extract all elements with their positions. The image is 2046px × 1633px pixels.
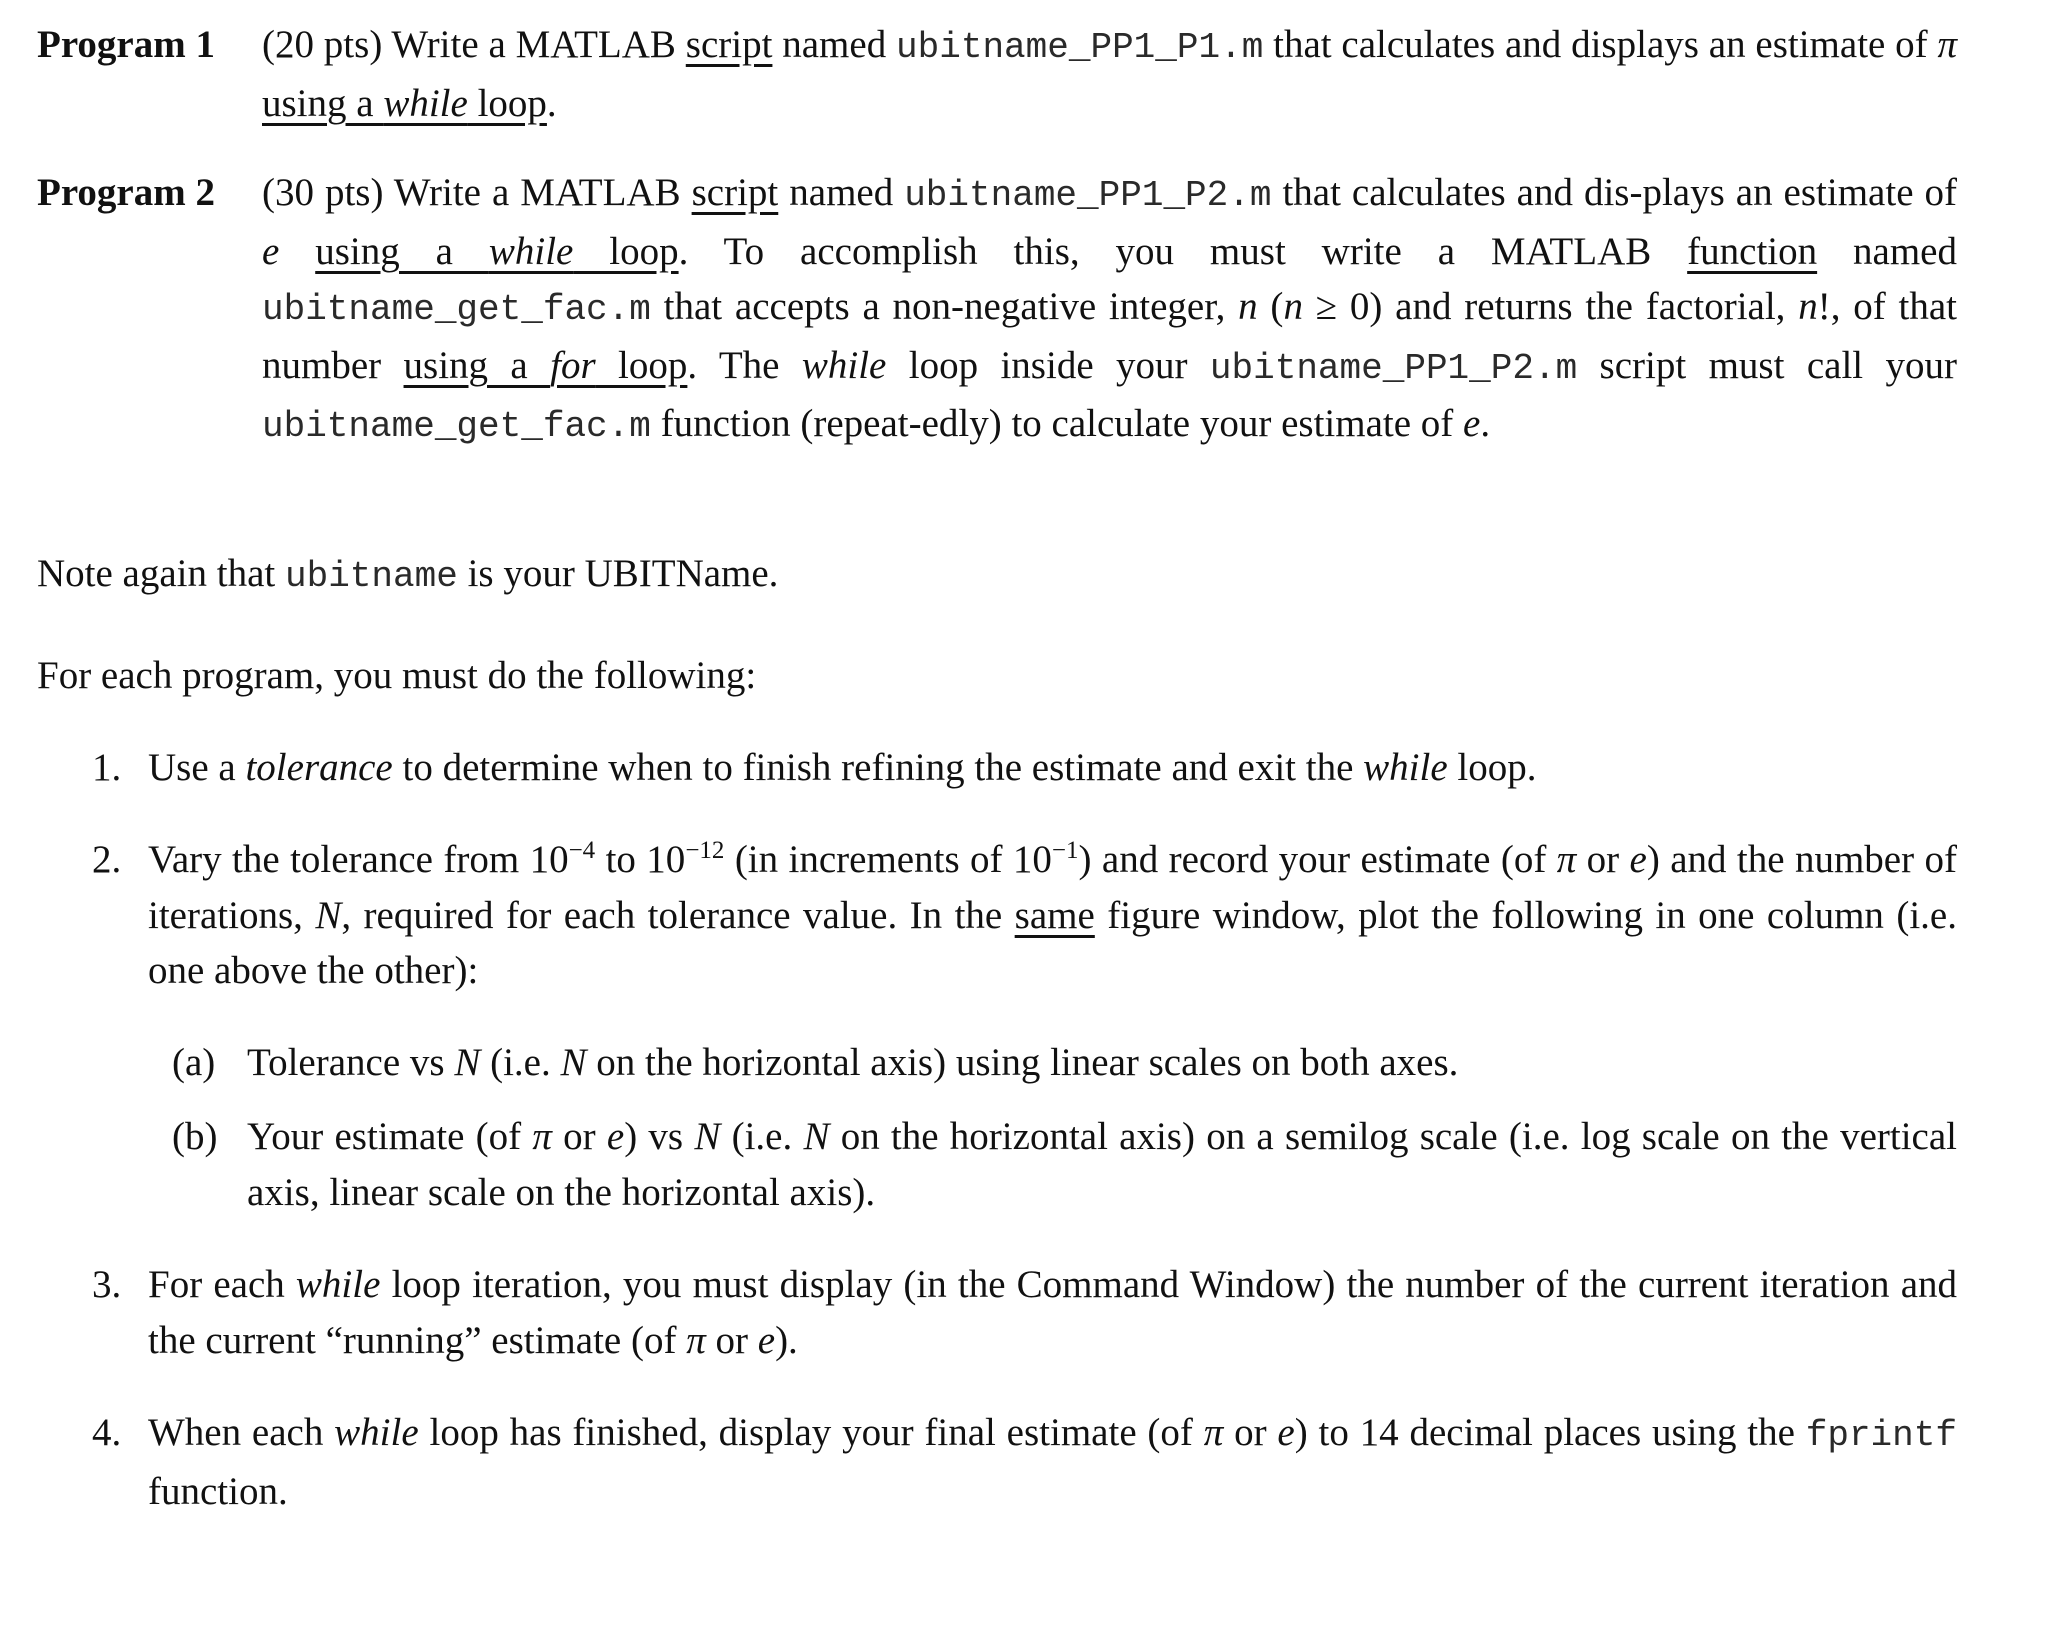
text-segment: while <box>295 1263 381 1306</box>
text-segment: that calculates and dis-plays an estimate of <box>1271 171 1957 214</box>
text-segment: or <box>705 1318 758 1362</box>
text-segment: that calculates and displays an estimate of <box>1263 23 1938 66</box>
text-segment: , required for each tolerance value. In the <box>341 893 1015 937</box>
text-segment: For each <box>148 1263 296 1306</box>
text-segment: on the horizontal axis) on a semilog scale (i.e. log scale on the vertical axis, linear scale on the horizontal axis). <box>247 1115 1958 1214</box>
text-segment: −4 <box>568 837 596 864</box>
text-segment: loop <box>467 81 547 125</box>
text-segment: ) and the number of iterations, <box>148 838 1957 937</box>
text-segment: Your estimate (of <box>247 1115 533 1158</box>
text-segment: N <box>315 893 342 937</box>
text-segment: figure window, plot the following in one column (i.e. one above the other): <box>148 893 1957 992</box>
program-2-label: Program 2 <box>37 171 215 214</box>
text-segment: loop <box>595 343 688 387</box>
text-segment: function (repeat-edly) to calculate your estimate of <box>650 402 1464 445</box>
text-segment: is your UBITName. <box>457 552 779 595</box>
text-segment: or <box>1223 1411 1278 1454</box>
program-2-text <box>262 165 1957 455</box>
code-text: ubitname <box>285 556 458 597</box>
text-segment: using a <box>403 343 551 387</box>
program-1-label: Program 1 <box>37 23 215 66</box>
text-segment: while <box>334 1411 419 1454</box>
text-segment: π <box>1937 23 1958 66</box>
code-text: ubitname_PP1_P1.m <box>896 27 1264 68</box>
note-text <box>37 546 778 605</box>
text-segment: e <box>1463 402 1481 445</box>
text-segment: −12 <box>685 837 725 864</box>
text-segment: loop iteration, you must display (in the Command Window) the number of the current iteration and the current “running” estimate (of <box>148 1263 1958 1362</box>
code-text: fprintf <box>1805 1415 1957 1456</box>
text-segment: e <box>606 1115 625 1158</box>
sub-item-label: (b) <box>172 1115 218 1158</box>
text-segment: while <box>383 81 468 125</box>
text-segment: π <box>686 1318 706 1362</box>
text-segment: n <box>1238 285 1258 328</box>
sub-item-label: (a) <box>172 1041 216 1084</box>
code-text: ubitname_get_fac.m <box>262 289 651 330</box>
code-text: ubitname_PP1_P2.m <box>1209 347 1578 389</box>
text-segment: π <box>1556 838 1577 881</box>
text-segment: ( <box>1257 285 1284 328</box>
text-segment: . <box>1480 402 1491 445</box>
text-segment: while <box>801 343 887 387</box>
text-segment: (in increments of 10 <box>724 838 1052 881</box>
text-segment: ) and record your estimate (of <box>1078 838 1557 881</box>
text-segment: ) to 14 decimal places using the <box>1294 1411 1806 1454</box>
text-segment: ≥ 0) and returns the factorial, <box>1302 285 1799 328</box>
text-segment: (i.e. <box>480 1041 561 1084</box>
text-segment: . To accomplish this, you must write a MATLAB <box>678 229 1688 273</box>
text-segment: . The <box>687 343 802 387</box>
text-segment: loop. <box>1447 746 1537 789</box>
text-segment: loop inside your <box>886 343 1210 387</box>
text-segment: e <box>1277 1411 1295 1454</box>
text-segment: Tolerance vs <box>247 1041 455 1084</box>
text-segment: N <box>803 1115 830 1158</box>
text-segment: tolerance <box>245 746 393 789</box>
list-item-text <box>148 1257 1957 1368</box>
text-segment: while <box>1363 746 1448 789</box>
text-segment: or <box>551 1115 607 1158</box>
text-segment: on the horizontal axis) using linear scales on both axes. <box>586 1041 1459 1084</box>
text-segment: N <box>694 1115 721 1158</box>
text-segment: or <box>1576 838 1630 881</box>
text-segment: (30 pts) Write a MATLAB <box>262 171 692 214</box>
text-segment: while <box>488 229 574 273</box>
text-segment: using a <box>315 229 489 273</box>
text-segment: to determine when to finish refining the estimate and exit the <box>392 746 1364 789</box>
text-segment: ) vs <box>624 1115 695 1158</box>
text-segment: For each program, you must do the following: <box>37 654 757 697</box>
text-segment: ). <box>775 1318 798 1362</box>
text-segment: same <box>1014 893 1095 937</box>
text-segment: Note again that <box>37 552 285 595</box>
text-segment: for <box>550 343 596 387</box>
text-segment: to 10 <box>595 838 686 881</box>
text-segment: !, of that number <box>262 285 1957 387</box>
text-segment: π <box>532 1115 552 1158</box>
text-segment: Vary the tolerance from 10 <box>148 838 569 881</box>
list-number: 4. <box>92 1411 122 1454</box>
text-segment: (i.e. <box>720 1115 804 1158</box>
program-1-text <box>262 17 1957 131</box>
text-segment: that accepts a non-negative integer, <box>650 285 1239 328</box>
sub-item-text <box>247 1109 1957 1220</box>
list-number: 3. <box>92 1263 122 1306</box>
text-segment: π <box>1203 1411 1224 1454</box>
text-segment: Use a <box>148 746 246 789</box>
text-segment: script must call your <box>1577 343 1958 387</box>
text-segment: e <box>757 1318 776 1362</box>
list-item-text <box>148 740 1957 796</box>
list-item-text <box>148 1405 1957 1519</box>
code-text: ubitname_PP1_P2.m <box>904 175 1272 216</box>
text-segment: script <box>691 171 779 214</box>
code-text: ubitname_get_fac.m <box>262 406 651 447</box>
text-segment: loop has finished, display your final estimate (of <box>418 1411 1204 1454</box>
text-segment: function <box>1687 229 1818 273</box>
text-segment: When each <box>148 1411 335 1454</box>
sub-item-text <box>247 1035 1957 1091</box>
text-segment: using a <box>262 81 384 125</box>
text-segment: named <box>772 23 897 66</box>
text-segment: function. <box>148 1469 288 1513</box>
text-segment: (20 pts) Write a MATLAB <box>262 23 686 66</box>
text-segment: loop <box>573 229 679 273</box>
intro-text <box>37 648 756 704</box>
list-number: 1. <box>92 746 122 789</box>
text-segment: N <box>560 1041 587 1084</box>
list-item-text <box>148 832 1957 999</box>
text-segment: N <box>454 1041 481 1084</box>
list-number: 2. <box>92 838 122 881</box>
text-segment: n <box>1283 285 1303 328</box>
text-segment: script <box>685 23 773 66</box>
text-segment: e <box>1629 838 1647 881</box>
text-segment <box>279 230 315 273</box>
text-segment: n <box>1798 285 1818 328</box>
text-segment: . <box>546 81 557 125</box>
text-segment: named <box>778 171 905 214</box>
text-segment: −1 <box>1051 837 1079 864</box>
text-segment: named <box>1817 229 1957 273</box>
text-segment: e <box>262 229 280 273</box>
